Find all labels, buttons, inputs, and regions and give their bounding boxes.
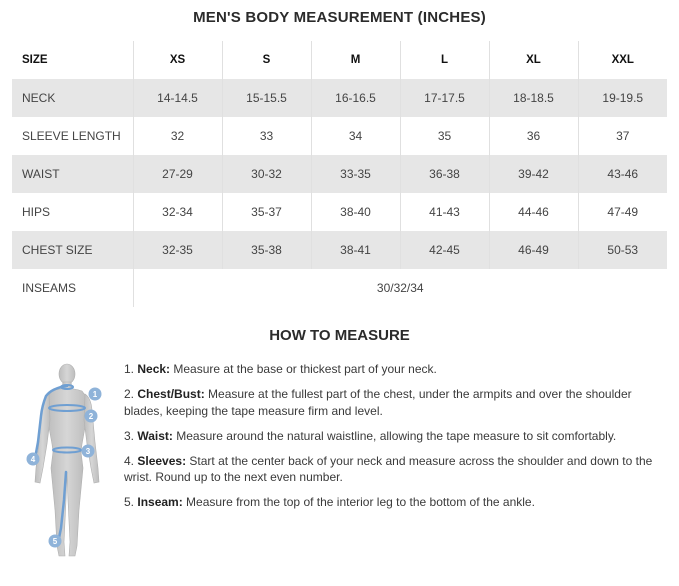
page-title: MEN'S BODY MEASUREMENT (INCHES) [193, 9, 486, 26]
instruction-inseam [124, 494, 669, 511]
table-cell: 44-46 [489, 193, 578, 231]
table-row-inseams [12, 269, 667, 307]
size-chart-table [12, 41, 667, 307]
svg-text:5: 5 [52, 537, 58, 546]
row-label: NECK [12, 79, 133, 117]
instruction-term: Neck: [137, 362, 171, 376]
instruction-number: 2. [124, 387, 135, 401]
table-cell: 27-29 [133, 155, 222, 193]
instruction-text: Measure at the base or thickest part of your neck. [170, 362, 437, 376]
table-cell: 35-37 [222, 193, 311, 231]
instruction-waist [124, 428, 669, 445]
instruction-term: Chest/Bust: [137, 387, 205, 401]
table-cell: 34 [311, 117, 400, 155]
header-cell: XL [489, 41, 578, 79]
table-row-hips [12, 193, 667, 231]
instruction-chest [124, 386, 669, 419]
instruction-sleeves [124, 453, 669, 486]
table-cell: 37 [616, 129, 630, 143]
marker-4 [27, 453, 40, 466]
instruction-term: Waist: [137, 428, 173, 443]
instruction-term: Sleeves: [137, 453, 187, 468]
table-cell: 41-43 [400, 193, 489, 231]
body-figure-illustration [22, 360, 108, 560]
instruction-term: Inseam: [137, 495, 183, 509]
table-cell: 17-17.5 [400, 79, 489, 117]
table-header-row [12, 41, 667, 79]
header-cell: M [311, 41, 400, 79]
svg-text:2: 2 [88, 412, 94, 421]
table-cell: 35 [400, 117, 489, 155]
table-cell: 30/32/34 [376, 281, 424, 295]
svg-text:1: 1 [92, 390, 98, 399]
marker-3 [82, 445, 95, 458]
how-to-measure-title: HOW TO MEASURE [269, 327, 410, 344]
table-cell: 46-49 [489, 231, 578, 269]
instruction-text: Start at the center back of your neck and measure across the shoulder and down to the wrist. Round up to the next even number. [124, 453, 653, 484]
instruction-text: Measure from the top of the interior leg to the bottom of the ankle. [182, 495, 535, 509]
row-label: INSEAMS [12, 269, 133, 307]
table-cell: 39-42 [489, 155, 578, 193]
table-cell: 32-35 [133, 231, 222, 269]
table-cell: 36 [489, 117, 578, 155]
table-row-waist [12, 155, 667, 193]
table-cell: 33 [222, 117, 311, 155]
instruction-number: 1. [124, 362, 135, 376]
table-cell: 47-49 [607, 205, 639, 219]
marker-2 [85, 410, 98, 423]
row-label: CHEST SIZE [12, 231, 133, 269]
table-cell: 38-40 [311, 193, 400, 231]
header-cell: XS [133, 41, 222, 79]
table-cell: 43-46 [578, 155, 667, 193]
table-cell: 16-16.5 [311, 79, 400, 117]
instruction-number: 3. [124, 428, 135, 443]
table-cell: 32 [133, 117, 222, 155]
instruction-neck [124, 361, 669, 378]
header-cell: SIZE [12, 41, 133, 79]
svg-text:3: 3 [85, 447, 91, 456]
table-cell: 18-18.5 [489, 79, 578, 117]
row-label: HIPS [12, 193, 133, 231]
marker-5 [49, 535, 62, 548]
svg-text:4: 4 [30, 455, 36, 464]
table-cell: 42-45 [400, 231, 489, 269]
instruction-number: 4. [124, 453, 135, 468]
instruction-number: 5. [124, 495, 135, 509]
header-cell: S [222, 41, 311, 79]
table-cell: 15-15.5 [222, 79, 311, 117]
row-label: SLEEVE LENGTH [12, 117, 133, 155]
table-cell: 50-53 [578, 231, 667, 269]
table-cell: 35-38 [222, 231, 311, 269]
header-cell: XXL [611, 54, 634, 66]
table-cell: 30-32 [222, 155, 311, 193]
marker-1 [89, 388, 102, 401]
table-row-chest [12, 231, 667, 269]
row-label: WAIST [12, 155, 133, 193]
instruction-text: Measure at the fullest part of the chest, under the armpits and over the shoulder blades, keeping the tape measure firm and level. [124, 387, 632, 418]
table-cell: 32-34 [133, 193, 222, 231]
table-cell: 38-41 [311, 231, 400, 269]
table-cell: 14-14.5 [133, 79, 222, 117]
instruction-text: Measure around the natural waistline, allowing the tape measure to sit comfortably. [172, 428, 617, 443]
table-row-sleeve [12, 117, 667, 155]
table-cell: 36-38 [400, 155, 489, 193]
table-row-neck [12, 79, 667, 117]
measure-instructions-list [124, 361, 669, 519]
table-cell: 33-35 [311, 155, 400, 193]
header-cell: L [400, 41, 489, 79]
table-cell: 19-19.5 [578, 79, 667, 117]
